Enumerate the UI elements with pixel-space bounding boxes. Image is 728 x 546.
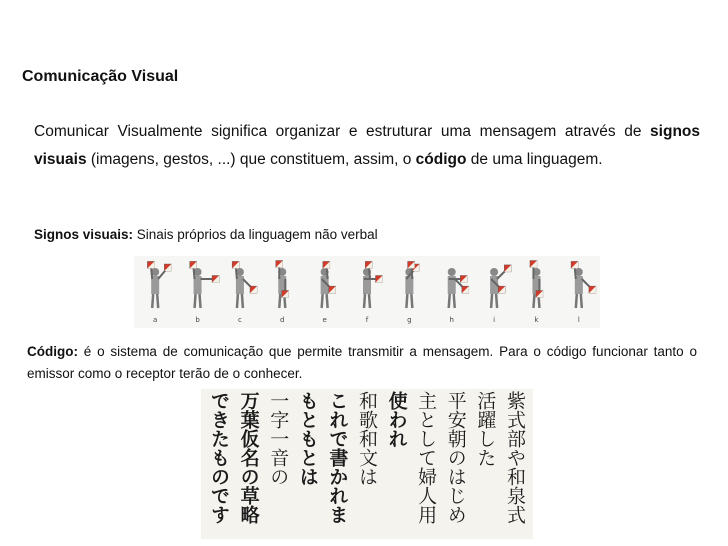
japanese-column: 和歌和文は [355,391,378,486]
semaphore-figure-d [276,261,289,325]
semaphore-letter-b: b [195,316,200,324]
slide-title: Comunicação Visual [22,68,179,85]
semaphore-figure-f [363,261,383,324]
japanese-column: これで書かれま [326,391,349,524]
japanese-column: 主として婦人用 [415,391,438,524]
semaphore-letter-c: c [237,316,242,324]
japanese-column: 万葉仮名の草略 [237,391,260,524]
semaphore-figure-h [448,268,469,324]
semaphore-figures [134,256,600,328]
japanese-columns [201,391,533,539]
semaphore-figure-k [530,261,543,325]
semaphore-figure-l [571,261,596,324]
codigo-label: Código: [27,344,78,359]
semaphore-letter-i: i [493,316,496,324]
semaphore-letter-d: d [280,316,285,324]
japanese-column: 活躍した [474,391,497,467]
japanese-column: 紫式部や和泉式 [503,391,526,524]
semaphore-figure-g [405,261,419,324]
codigo-paragraph [27,341,697,385]
japanese-text-image [201,389,533,539]
japanese-column: 使われ [385,391,408,448]
intro-text-2: (imagens, gestos, ...) que constituem, assim, o [86,151,416,168]
japanese-column: 一字一音の [267,391,290,486]
signs-definition [34,227,378,242]
japanese-column: 平安朝のはじめ [444,391,467,524]
japanese-column: もともとは [296,391,319,486]
semaphore-figure-e [321,261,336,324]
semaphore-image [134,256,600,328]
semaphore-letter-a: a [153,316,158,324]
semaphore-letter-e: e [322,316,327,324]
semaphore-figure-a [147,261,171,324]
signs-text: Sinais próprios da linguagem não verbal [133,227,378,242]
intro-paragraph [34,118,700,174]
semaphore-letter-g: g [407,316,412,324]
intro-text-1: Comunicar Visualmente significa organizar e estruturar uma mensagem através de [34,123,651,140]
semaphore-figure-c [232,261,257,324]
semaphore-letter-l: l [577,316,580,324]
intro-bold-codigo: código [415,151,467,168]
semaphore-figure-i [490,265,511,324]
semaphore-figure-b [190,261,219,324]
intro-bold-signos: signos visuais [34,123,700,168]
codigo-text: é o sistema de comunicação que permite transmitir a mensagem. Para o código funcionar tanto o emissor como o receptor terão de o conhecer. [27,344,697,381]
intro-text-3: de uma linguagem. [466,151,603,168]
semaphore-letter-h: h [449,316,454,324]
signs-label: Signos visuais: [34,227,134,242]
japanese-column: できたものです [208,391,230,524]
semaphore-letter-f: f [365,316,369,324]
semaphore-letter-k: k [534,316,539,324]
